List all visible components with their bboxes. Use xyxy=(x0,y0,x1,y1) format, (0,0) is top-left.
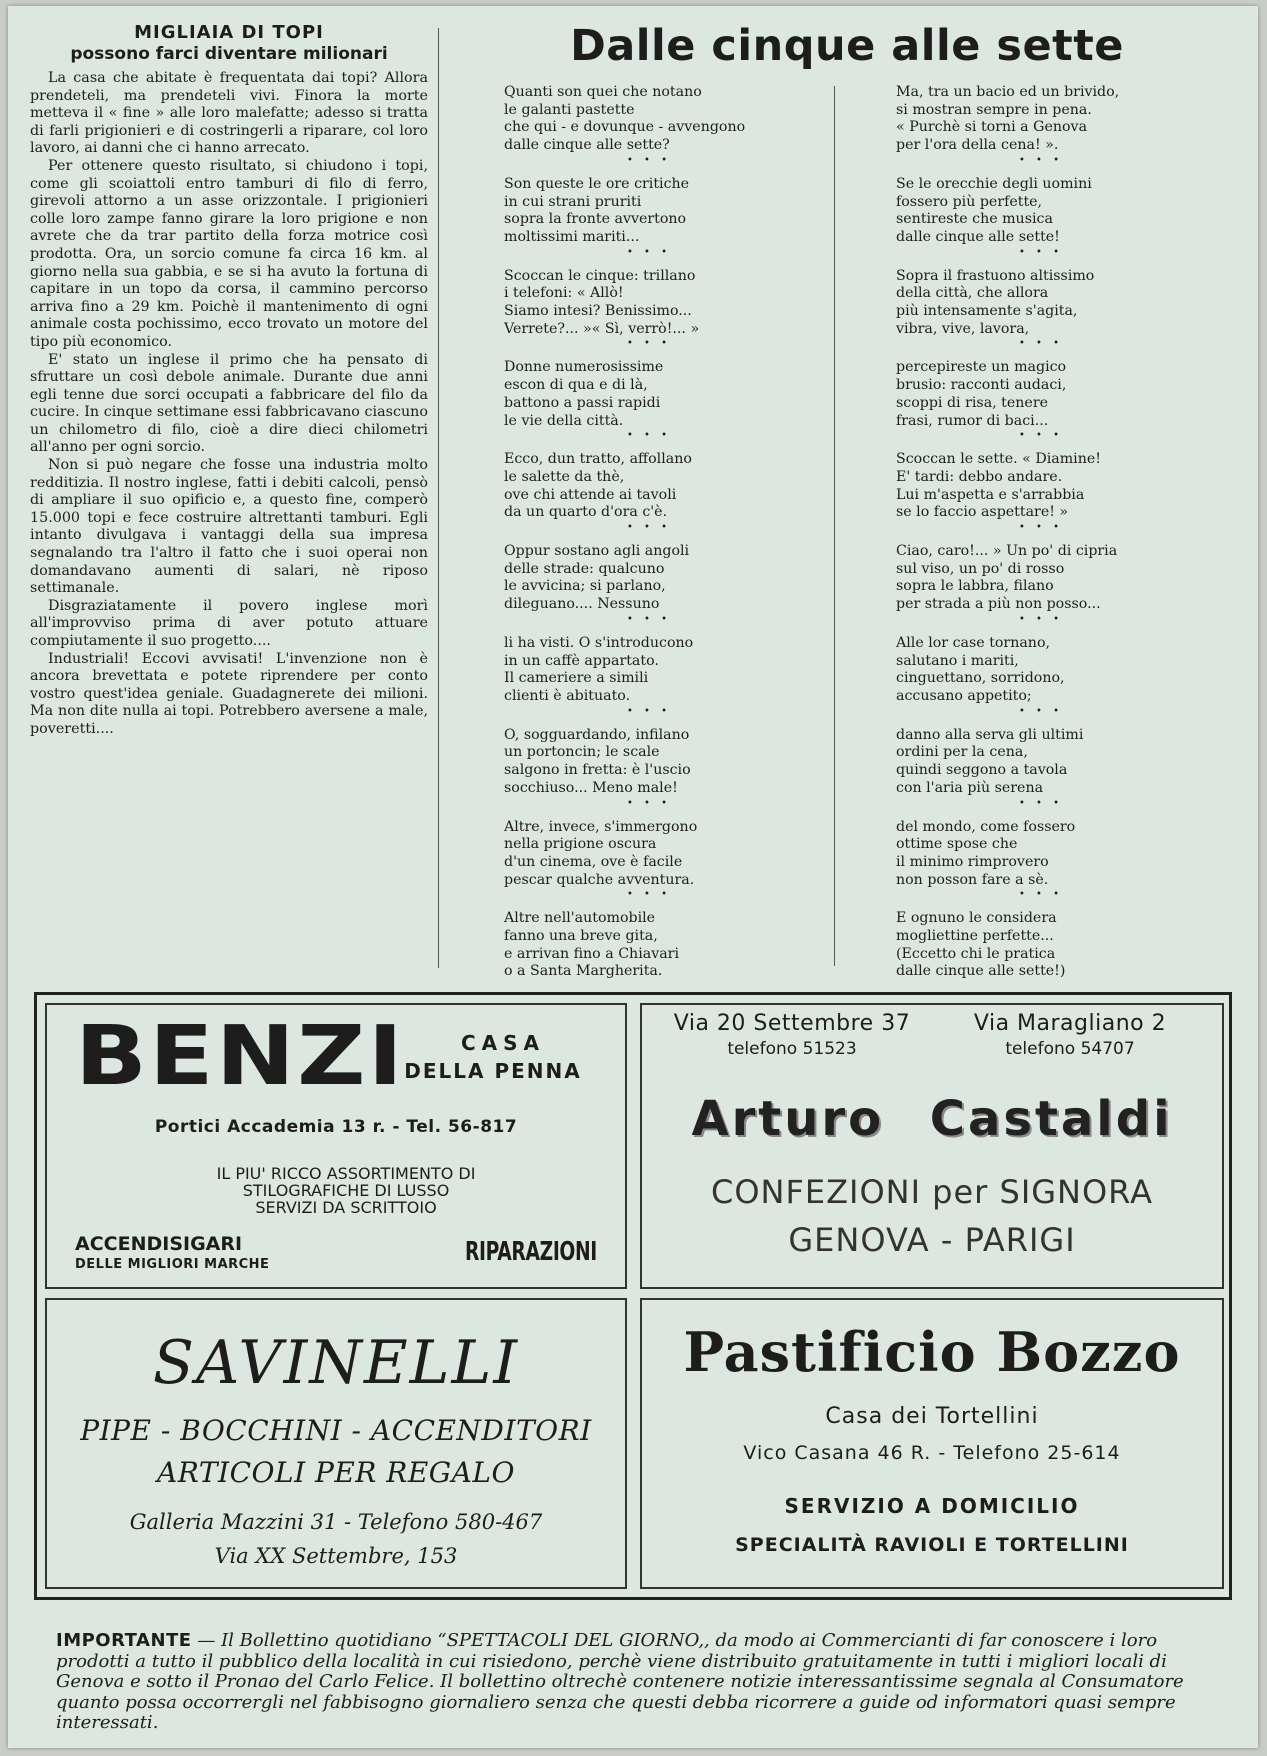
stanza-separator: • • • xyxy=(626,430,672,442)
poem-line: della città, che allora xyxy=(896,285,1049,302)
poem-line: Ciao, caro!... » Un po' di cipria xyxy=(896,543,1118,560)
stanza-separator: • • • xyxy=(626,613,672,625)
poem-line: le avvicina; si parlano, xyxy=(504,578,666,595)
stanza-separator: • • • xyxy=(626,246,672,258)
poem-line: Altre, invece, s'immergono xyxy=(504,818,698,835)
bozzo-address: Vico Casana 46 R. - Telefono 25-614 xyxy=(743,1442,1121,1464)
poem-line: cinguettano, sorridono, xyxy=(896,670,1065,687)
stanza-separator: • • • xyxy=(626,889,672,901)
ad-castaldi xyxy=(640,1003,1224,1289)
ad-benzi xyxy=(45,1003,627,1289)
poem-line: clienti è abituato. xyxy=(504,687,631,704)
stanza-separator: • • • xyxy=(1018,246,1064,258)
poem-line: d'un cinema, ove è facile xyxy=(504,853,683,870)
poem-line: quindi seggono a tavola xyxy=(896,762,1068,779)
poem-line: in un caffè appartato. xyxy=(504,652,659,669)
poem-line: brusio: racconti audaci, xyxy=(896,377,1067,394)
poem-line: per strada a più non posso... xyxy=(896,596,1101,613)
article-paragraph: Per ottenere questo risultato, si chiudono i topi, come gli scoiattoli entro tamburi di filo di ferro, girevoli attorno a un asse orizzontale. I prigionieri colle loro zampe fanno girare la loro prigione e non avrete che da trar partito della forza motrice così prodotta. Ora, un sorcio comune fa circa 16 km. al giorno nella sua gabbia, e se si ha avuto la fortuna di capitare in un topo da corsa, il cammino percorso arriva fino a 29 km. Poichè il mantenimento di ogni animale costa pochissimo, ecco trovato un motore del tipo più economico. xyxy=(30,157,428,350)
stanza-separator: • • • xyxy=(626,797,672,809)
poem-line: Alle lor case tornano, xyxy=(896,634,1050,651)
poem-line: delle strade: qualcuno xyxy=(504,560,665,577)
poem-stanza xyxy=(504,359,854,430)
poem-line: Altre nell'automobile xyxy=(504,910,656,927)
article-body xyxy=(30,70,428,739)
poem-line: Scoccan le cinque: trillano xyxy=(504,267,696,284)
poem-line: dileguano.... Nessuno xyxy=(504,596,660,613)
poem-stanza xyxy=(504,451,854,522)
castaldi-line1: CONFEZIONI per SIGNORA xyxy=(710,1173,1153,1211)
poem-line: Donne numerosissime xyxy=(504,359,664,376)
poem-line: le galanti pastette xyxy=(504,101,635,118)
stanza-separator: • • • xyxy=(626,705,672,717)
poem-line: Lui m'aspetta e s'arrabbia xyxy=(896,486,1085,503)
poem-line: Siamo intesi? Benissimo... xyxy=(504,303,692,320)
poem-line: E ognuno le considera xyxy=(896,910,1057,927)
article-paragraph: Disgraziatamente il povero inglese morì all'improvviso prima di aver potuto attuare compiutamente il suo progetto.... xyxy=(30,597,428,649)
poem-stanza xyxy=(504,268,854,339)
poem-line: o a Santa Margherita. xyxy=(504,963,663,980)
poem-line: ordini per la cena, xyxy=(896,744,1028,761)
poem-line: nella prigione oscura xyxy=(504,836,657,853)
poem-stanza xyxy=(504,84,854,155)
savinelli-line2: ARTICOLI PER REGALO xyxy=(157,1456,515,1489)
poem-line: Quanti son quei che notano xyxy=(504,84,702,100)
benzi-tag1: CASA xyxy=(460,1031,546,1055)
stanza-separator: • • • xyxy=(1018,522,1064,534)
poem-stanza xyxy=(504,819,854,890)
poem-line: dalle cinque alle sette? xyxy=(504,137,670,154)
benzi-tag2: DELLA PENNA xyxy=(404,1059,582,1083)
bozzo-line1: SERVIZIO A DOMICILIO xyxy=(784,1494,1080,1518)
poem-line: sopra le labbra, filano xyxy=(896,578,1054,595)
benzi-assortment xyxy=(47,1165,625,1216)
poem-stanza xyxy=(896,359,1246,430)
poem-line: Ma, tra un bacio ed un brivido, xyxy=(896,84,1120,100)
poem-line: ottime spose che xyxy=(896,836,1018,853)
stanza-separator: • • • xyxy=(1018,705,1064,717)
savinelli-line1: PIPE - BOCCHINI - ACCENDITORI xyxy=(80,1414,592,1447)
poem-line: il minimo rimprovero xyxy=(896,853,1049,870)
bozzo-name: Pastificio Bozzo xyxy=(683,1320,1181,1384)
bozzo-line2: SPECIALITÀ RAVIOLI E TORTELLINI xyxy=(735,1534,1129,1556)
castaldi-address-1: Via 20 Settembre 37 xyxy=(673,1011,911,1036)
article-paragraph: La casa che abitate è frequentata dai topi? Allora prendeteli, ma prendeteli vivi. Finora la morte metteva il « fine » alle loro malefatte; adesso si tratta di farli prigionieri e di costringerli a riparare, col loro lavoro, ai danni che ci hanno arrecato. xyxy=(30,70,428,157)
important-label: IMPORTANTE xyxy=(56,1630,192,1651)
article-title: MIGLIAIA DI TOPI xyxy=(134,22,324,43)
stanza-separator: • • • xyxy=(1018,797,1064,809)
savinelli-address-1: Galleria Mazzini 31 - Telefono 580-467 xyxy=(129,1510,543,1534)
poem-line: le vie della città. xyxy=(504,412,624,429)
ad-savinelli xyxy=(45,1298,627,1589)
poem-line: da un quarto d'ora c'è. xyxy=(504,504,668,521)
stanza-separator: • • • xyxy=(626,522,672,534)
poem-line: battono a passi rapidi xyxy=(504,394,661,411)
benzi-logo: BENZI xyxy=(75,1009,406,1104)
benzi-line1: IL PIU' RICCO ASSORTIMENTO DI xyxy=(216,1164,476,1183)
article-paragraph: E' stato un inglese il primo che ha pensato di sfruttare un così debole animale. Durante due anni egli tenne due sorci occupati a fabbricare del filo da cucire. In cinque settimane essi fabbricavano ciascuno un chilometro di filo, cioè a dire dieci chilometri all'anno per ogni sorcio. xyxy=(30,351,428,456)
benzi-line2: STILOGRAFICHE DI LUSSO xyxy=(242,1181,450,1200)
poem-line: Ecco, dun tratto, affollano xyxy=(504,451,692,468)
poem-line: sul viso, un po' di rosso xyxy=(896,560,1065,577)
poem-line: Scoccan le sette. « Diamine! xyxy=(896,451,1101,468)
poem-line: salgono in fretta: è l'uscio xyxy=(504,762,691,779)
poem-stanza xyxy=(896,910,1246,981)
poem-title: Dalle cinque alle sette xyxy=(570,21,1124,71)
poem-stanza xyxy=(504,543,854,614)
poem-line: Oppur sostano agli angoli xyxy=(504,543,690,560)
poem-line: socchiuso... Meno male! xyxy=(504,779,678,796)
castaldi-phone-2: telefono 54707 xyxy=(1005,1039,1135,1059)
poem-line: fanno una breve gita, xyxy=(504,928,658,945)
poem-line: e arrivan fino a Chiavari xyxy=(504,945,679,962)
benzi-marche: DELLE MIGLIORI MARCHE xyxy=(75,1257,270,1272)
poem-line: dalle cinque alle sette! xyxy=(896,228,1060,245)
poem-line: non posson fare a sè. xyxy=(896,871,1049,888)
article-subtitle: possono farci diventare milionari xyxy=(70,44,388,64)
poem-line: i telefoni: « Allò! xyxy=(504,285,624,302)
poem-line: sentireste che musica xyxy=(896,211,1053,228)
poem-line: Se le orecchie degli uomini xyxy=(896,175,1092,192)
poem-line: accusano appetito; xyxy=(896,687,1032,704)
poem-line: frasi, rumor di baci... xyxy=(896,412,1049,429)
poem-line: Sopra il frastuono altissimo xyxy=(896,267,1095,284)
column-divider xyxy=(438,28,439,968)
poem-line: vibra, vive, lavora, xyxy=(896,320,1030,337)
poem-line: Verrete?... »« Sì, verrò!... » xyxy=(504,320,700,337)
poem-line: si mostran sempre in pena. xyxy=(896,101,1092,118)
savinelli-address-2: Via XX Settembre, 153 xyxy=(214,1544,458,1568)
article-topi xyxy=(30,22,428,739)
benzi-accendisigari: ACCENDISIGARI xyxy=(75,1233,243,1255)
poem-line: sopra la fronte avvertono xyxy=(504,211,687,228)
poem-line: percepireste un magico xyxy=(896,359,1067,376)
benzi-line3: SERVIZI DA SCRITTOIO xyxy=(255,1198,437,1217)
poem-line: escon di qua e di là, xyxy=(504,377,648,394)
benzi-address: Portici Accademia 13 r. - Tel. 56-817 xyxy=(154,1117,518,1137)
poem-line: per l'ora della cena! ». xyxy=(896,137,1059,154)
stanza-separator: • • • xyxy=(1018,889,1064,901)
poem-line: le salette da thè, xyxy=(504,468,625,485)
benzi-riparazioni: RIPARAZIONI xyxy=(465,1237,597,1267)
poem-line: mogliettine perfette... xyxy=(896,928,1054,945)
poem-stanza xyxy=(896,635,1246,706)
poem-column-left xyxy=(504,84,854,981)
castaldi-name: Arturo Castaldi xyxy=(691,1091,1173,1147)
poem-divider xyxy=(834,86,835,966)
important-text: — Il Bollettino quotidiano “SPETTACOLI DEL GIORNO,, da modo ai Commercianti di far conoscere i loro prodotti a tutto il pubblico della località in cui risiedono, perchè viene distribuito gratuitamente in tutti i migliori locali di Genova e sotto il Pronao del Carlo Felice. Il bollettino oltrechè contenere notizie interessantissime segnala al Consumatore quanto possa occorrergli nel fabbisogno giornaliero senza che questi debba ricorrere a guide od informatori quasi sempre interessati. xyxy=(56,1630,1184,1733)
poem-line: danno alla serva gli ultimi xyxy=(896,726,1084,743)
poem-stanza xyxy=(896,84,1246,155)
poem-line: Son queste le ore critiche xyxy=(504,175,690,192)
castaldi-line2: GENOVA - PARIGI xyxy=(788,1221,1076,1259)
poem-line: li ha visti. O s'introducono xyxy=(504,634,694,651)
poem-stanza xyxy=(504,635,854,706)
poem-line: più intensamente s'agita, xyxy=(896,303,1078,320)
poem-stanza xyxy=(896,727,1246,798)
poem-line: che qui - e dovunque - avvengono xyxy=(504,119,746,136)
poem-stanza xyxy=(896,451,1246,522)
advertisements xyxy=(34,992,1232,1600)
poem-line: se lo faccio aspettare! » xyxy=(896,504,1069,521)
bozzo-subtitle: Casa dei Tortellini xyxy=(825,1404,1039,1429)
poem-stanza xyxy=(896,819,1246,890)
poem-line: scoppi di risa, tenere xyxy=(896,394,1048,411)
poem-line: Il cameriere a simili xyxy=(504,670,649,687)
poem-stanza xyxy=(504,727,854,798)
poem-line: O, sogguardando, infilano xyxy=(504,726,690,743)
poem-line: pescar qualche avventura. xyxy=(504,871,695,888)
poem-line: (Eccetto chi le pratica xyxy=(896,945,1056,962)
poem-line: un portoncin; le scale xyxy=(504,744,660,761)
poem-column-right xyxy=(896,84,1246,981)
poem-stanza xyxy=(896,176,1246,247)
poem-line: E' tardi: debbo andare. xyxy=(896,468,1063,485)
poem-line: con l'aria più serena xyxy=(896,779,1044,796)
poem-line: in cui strani pruriti xyxy=(504,193,642,210)
savinelli-name: SAVINELLI xyxy=(152,1328,520,1398)
important-notice xyxy=(56,1631,1226,1734)
ad-pastificio-bozzo xyxy=(640,1298,1224,1589)
stanza-separator: • • • xyxy=(1018,338,1064,350)
article-paragraph: Industriali! Eccovi avvisati! L'invenzione non è ancora brevettata e potete riprendere per conto vostro quest'idea geniale. Guadagnerete dei milioni. Ma non dite nulla ai topi. Potrebbero aversene a male, poveretti.... xyxy=(30,650,428,737)
poem-stanza xyxy=(896,543,1246,614)
poem-line: fossero più perfette, xyxy=(896,193,1043,210)
article-paragraph: Non si può negare che fosse una industria molto redditizia. Il nostro inglese, fatti i debiti calcoli, pensò di ampliare il suo opificio e, a questo fine, comperò 15.000 topi e fece costruire altrettanti tamburi. Egli intanto divulgava i vantaggi della sua impresa segnalando tra l'altro il fatto che i suoi operai non domandavano aumenti di salari, nè riposo settimanale. xyxy=(30,457,428,597)
poem-stanza xyxy=(504,176,854,247)
castaldi-phone-1: telefono 51523 xyxy=(727,1039,857,1059)
poem-line: del mondo, come fossero xyxy=(896,818,1076,835)
newspaper-page xyxy=(8,6,1258,1748)
stanza-separator: • • • xyxy=(1018,154,1064,166)
poem-line: salutano i mariti, xyxy=(896,652,1019,669)
stanza-separator: • • • xyxy=(626,338,672,350)
poem-line: ove chi attende ai tavoli xyxy=(504,486,677,503)
stanza-separator: • • • xyxy=(626,154,672,166)
stanza-separator: • • • xyxy=(1018,430,1064,442)
poem-line: « Purchè si torni a Genova xyxy=(896,119,1088,136)
castaldi-address-2: Via Maragliano 2 xyxy=(973,1011,1167,1036)
poem-line: moltissimi mariti... xyxy=(504,228,640,245)
stanza-separator: • • • xyxy=(1018,613,1064,625)
poem-stanza xyxy=(504,910,854,981)
poem-line: dalle cinque alle sette!) xyxy=(896,963,1066,980)
poem-stanza xyxy=(896,268,1246,339)
